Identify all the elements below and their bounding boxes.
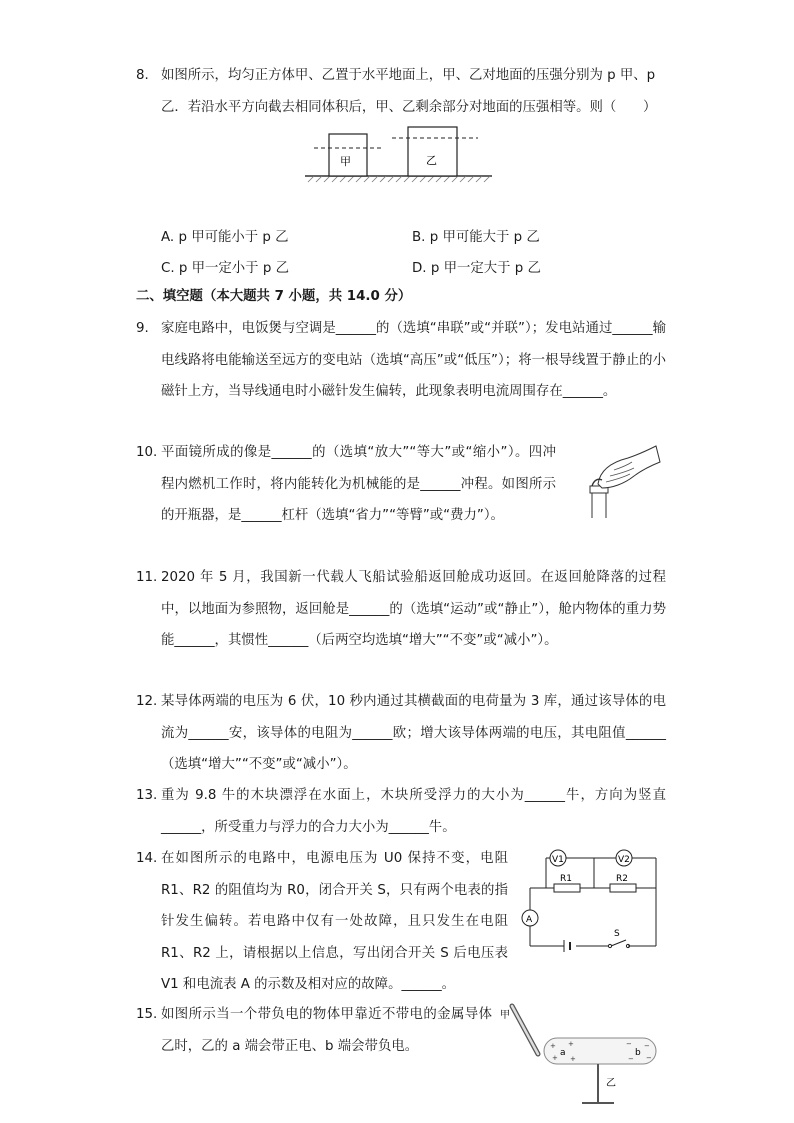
question-12: [136, 686, 666, 781]
svg-text:−: −: [646, 1054, 652, 1062]
conductor-yi-label: 乙: [606, 1078, 616, 1089]
svg-text:−: −: [628, 1055, 634, 1063]
question-8-line1: 如图所示，均匀正方体甲、乙置于水平地面上，甲、乙对地面的压强分别为 p 甲、p: [161, 68, 656, 83]
svg-text:+: +: [568, 1040, 574, 1048]
question-number: 8.: [136, 68, 149, 83]
cube-jia-label: 甲: [340, 155, 351, 168]
end-a-label: a: [560, 1048, 566, 1058]
voltmeter-v2-label: V2: [618, 855, 630, 865]
question-number: 11.: [136, 570, 158, 585]
question-8-line2: 乙．若沿水平方向截去相同体积后，甲、乙剩余部分对地面的压强相等。则（ ）: [161, 99, 657, 115]
rod-jia-label: 甲: [500, 1010, 510, 1021]
question-number: 14.: [136, 851, 158, 866]
svg-text:+: +: [570, 1055, 576, 1063]
end-b-label: b: [635, 1048, 641, 1058]
svg-text:+: +: [552, 1054, 558, 1062]
question-11-text: 2020 年 5 月，我国新一代载人飞船试验船返回舱成功返回。在返回舱降落的过程中，以地面为参照物，返回舱是______的（选填“运动”或“静止”），舱内物体的重力势能______，其惯性______（后两空均选填“增大”“不变”或“减小”）。: [161, 570, 666, 648]
section-heading: 二、填空题（本大题共 7 小题，共 14.0 分）: [136, 289, 412, 304]
voltmeter-v1-label: V1: [552, 855, 564, 865]
question-number: 13.: [136, 788, 158, 803]
question-11: [136, 562, 666, 657]
question-15: [136, 999, 492, 1062]
question-number: 15.: [136, 1007, 158, 1022]
question-10-text: 平面镜所成的像是______的（选填“放大”“等大”或“缩小”）。四冲程内燃机工作时，将内能转化为机械能的是______冲程。如图所示的开瓶器，是______杠杆（选填“省力”“等臂”或“费力”）。: [161, 445, 556, 523]
svg-text:+: +: [550, 1042, 556, 1050]
question-13-text: 重为 9.8 牛的木块漂浮在水面上，木块所受浮力的大小为______牛，方向为竖直______，所受重力与浮力的合力大小为______牛。: [161, 788, 666, 835]
svg-text:−: −: [626, 1040, 632, 1048]
question-15-text: 如图所示当一个带负电的物体甲靠近不带电的金属导体乙时，乙的 a 端会带正电、b 端会带负电。: [161, 1007, 492, 1054]
cube-yi: [408, 127, 457, 176]
figure-cubes: [300, 124, 500, 186]
switch-label: S: [614, 929, 620, 939]
option-d: D. p 甲一定大于 p 乙: [412, 261, 541, 276]
question-9: [136, 313, 666, 408]
question-12-text: 某导体两端的电压为 6 伏，10 秒内通过其横截面的电荷量为 3 库，通过该导体的电流为______安，该导体的电阻为______欧；增大该导体两端的电压，其电阻值______（选填“增大”“不变”或“减小”）。: [161, 694, 666, 772]
question-number: 9.: [136, 321, 149, 336]
option-b: B. p 甲可能大于 p 乙: [412, 230, 540, 245]
question-13: [136, 780, 666, 843]
figure-circuit: [516, 846, 664, 954]
cube-yi-label: 乙: [426, 154, 437, 167]
question-14: [136, 843, 508, 1001]
question-14-text: 在如图所示的电路中，电源电压为 U0 保持不变，电阻 R1、R2 的阻值均为 R0，闭合开关 S，只有两个电表的指针发生偏转。若电路中仅有一处故障，且只发生在电阻 R1、R2 上，请根据以上信息，写出闭合开关 S 后电压表 V1 和电流表 A 的示数及相对应的故障。______。: [161, 851, 508, 992]
question-8: [136, 60, 676, 123]
resistor-r2: [610, 884, 636, 892]
figure-bottle-opener: [584, 440, 664, 522]
svg-text:−: −: [644, 1042, 650, 1050]
ammeter-a-label: A: [526, 915, 533, 925]
option-a: A. p 甲可能小于 p 乙: [161, 230, 289, 245]
resistor-r2-label: R2: [616, 874, 628, 884]
question-10: [136, 437, 556, 532]
question-9-text: 家庭电路中，电饭煲与空调是______的（选填“串联”或“并联”）；发电站通过______输电线路将电能输送至远方的变电站（选填“高压”或“低压”）；将一根导线置于静止的小磁针上方，当导线通电时小磁针发生偏转，此现象表明电流周围存在______。: [161, 321, 666, 399]
question-number: 10.: [136, 445, 158, 460]
option-c: C. p 甲一定小于 p 乙: [161, 261, 289, 276]
question-number: 12.: [136, 694, 158, 709]
resistor-r1-label: R1: [560, 874, 572, 884]
figure-electrostatic: [498, 998, 668, 1110]
resistor-r1: [554, 884, 580, 892]
